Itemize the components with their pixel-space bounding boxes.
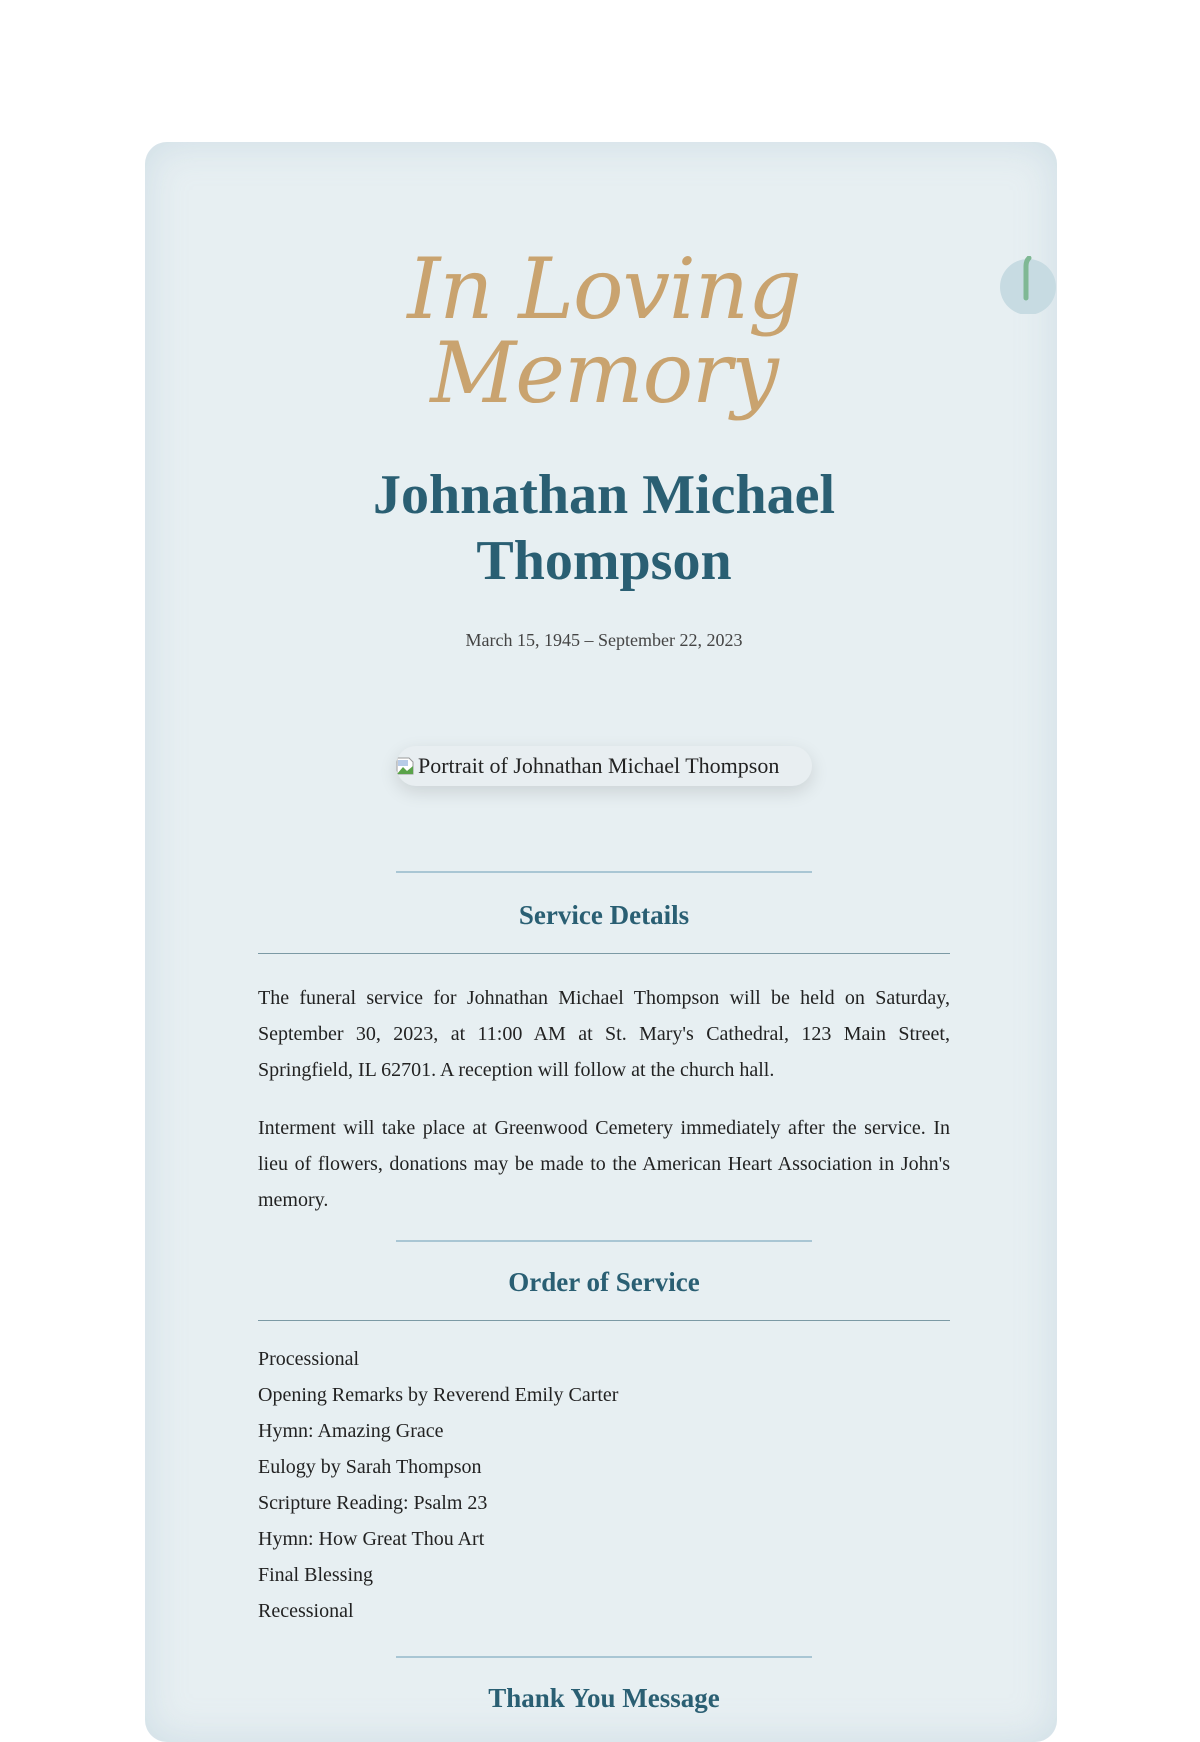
section-divider xyxy=(396,1656,812,1658)
list-item: Recessional xyxy=(258,1600,354,1622)
life-dates: March 15, 1945 – September 22, 2023 xyxy=(465,630,743,650)
list-item: Final Blessing xyxy=(258,1564,374,1586)
list-item: Hymn: How Great Thou Art xyxy=(258,1528,485,1550)
heading-rule xyxy=(258,1320,950,1321)
broken-image-icon xyxy=(396,756,418,776)
portrait-alt-text: Portrait of Johnathan Michael Thompson xyxy=(418,753,780,778)
service-details-paragraph-1: The funeral service for Johnathan Michael Thompson will be held on Saturday, September 30, 2023, at 11:00 AM at St. Mary's Cathedral, 123 Main Street, Springfield, IL 62701. A reception will follow at the church hall. xyxy=(258,987,950,1081)
name-line-2: Thompson xyxy=(476,530,732,592)
section-divider xyxy=(396,1240,812,1242)
in-loving-memory-title: In Loving Memory xyxy=(407,240,801,422)
list-item: Scripture Reading: Psalm 23 xyxy=(258,1492,488,1514)
list-item: Hymn: Amazing Grace xyxy=(258,1420,444,1442)
order-of-service-list xyxy=(258,1341,950,1629)
memorial-card xyxy=(145,142,1057,1742)
name-line-1: Johnathan Michael xyxy=(372,464,836,526)
flower-icon xyxy=(999,256,1057,314)
portrait-image xyxy=(396,746,812,786)
list-item: Processional xyxy=(258,1348,360,1370)
deceased-name xyxy=(258,462,950,594)
list-item: Opening Remarks by Reverend Emily Carter xyxy=(258,1384,619,1406)
order-of-service-heading: Order of Service xyxy=(508,1267,700,1297)
service-details-heading: Service Details xyxy=(518,900,690,930)
heading-rule xyxy=(258,953,950,954)
section-divider xyxy=(396,871,812,873)
thank-you-heading: Thank You Message xyxy=(488,1683,720,1713)
list-item: Eulogy by Sarah Thompson xyxy=(258,1456,482,1478)
service-details-paragraph-2: Interment will take place at Greenwood Cemetery immediately after the service. In lieu of flowers, donations may be made to the American Heart Association in John's memory. xyxy=(258,1117,950,1211)
